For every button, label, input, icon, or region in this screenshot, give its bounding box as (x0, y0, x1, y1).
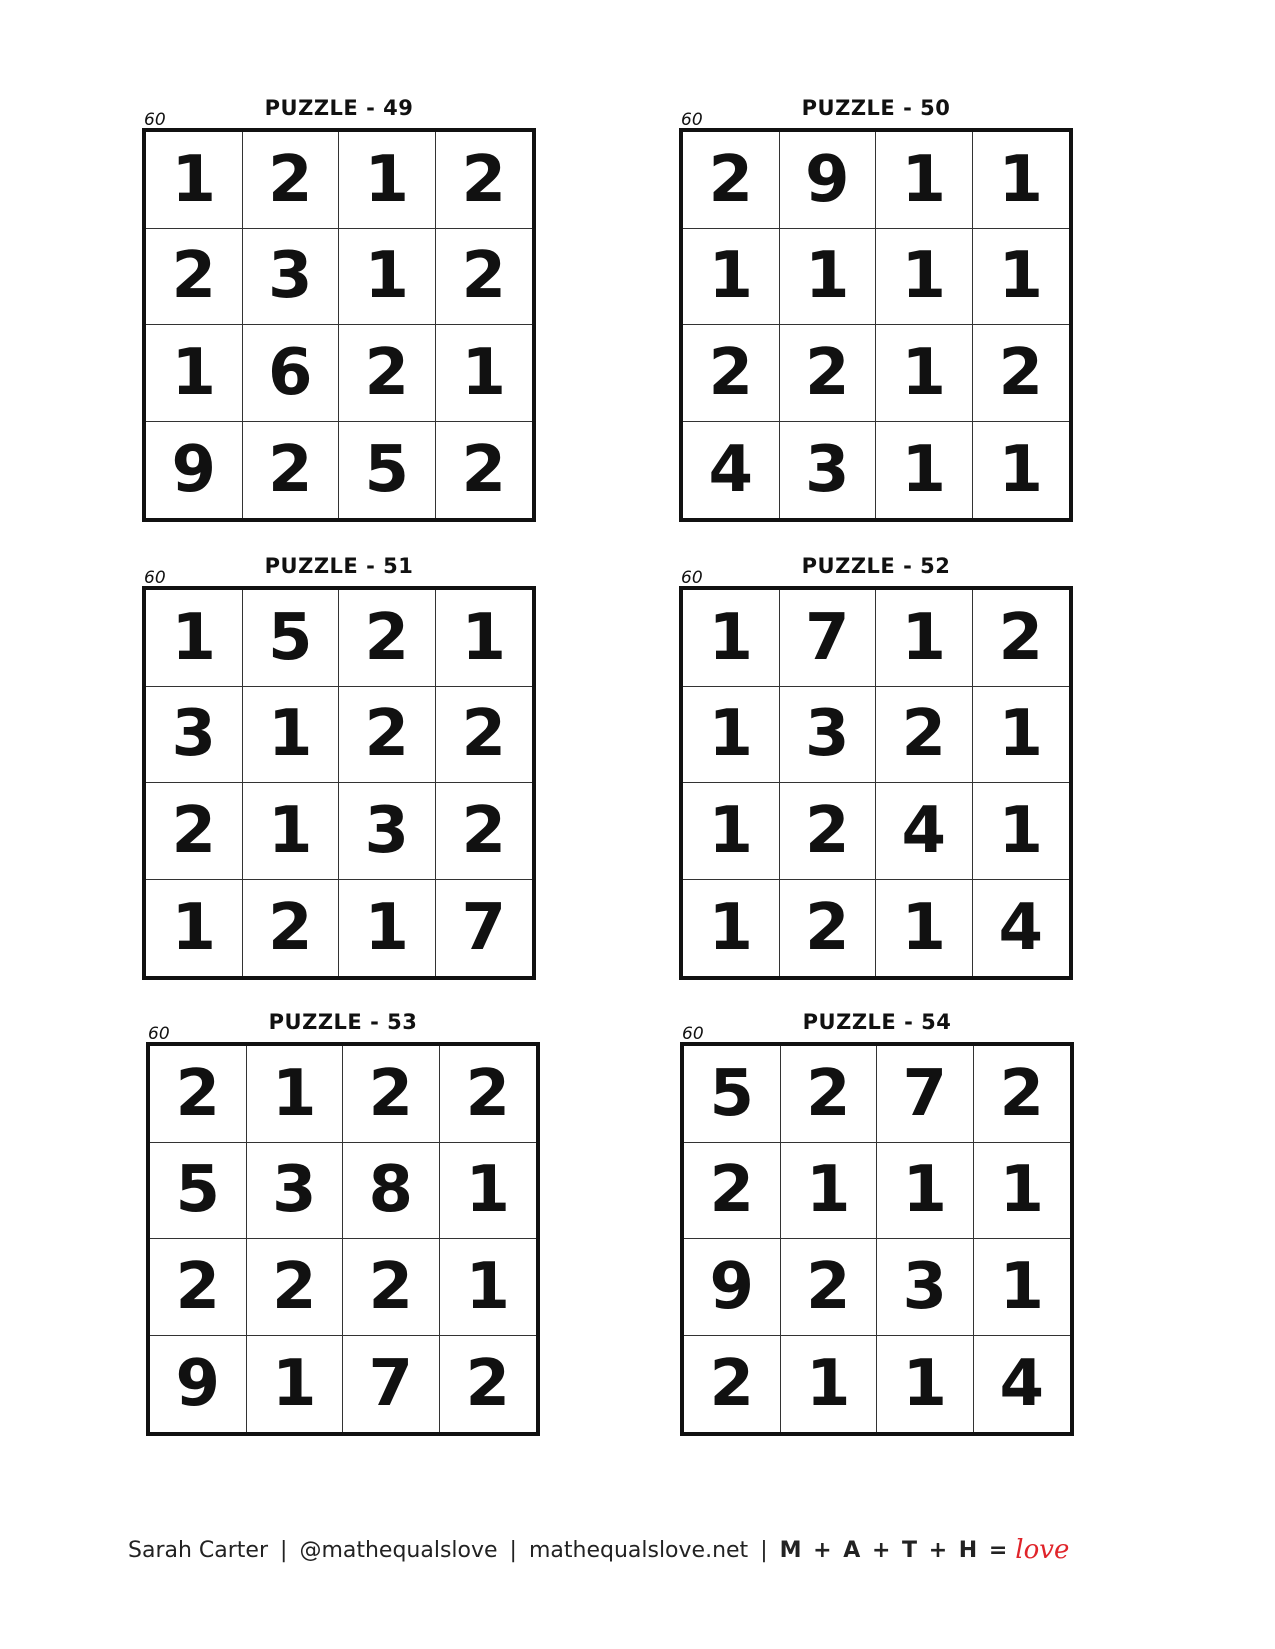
grid-cell: 1 (973, 783, 1070, 880)
grid-cell: 2 (343, 1239, 440, 1336)
grid-cell: 2 (973, 325, 1070, 422)
grid-cell: 9 (780, 132, 877, 229)
grid-cell: 2 (146, 783, 243, 880)
grid-cell: 1 (339, 880, 436, 977)
grid-cell: 5 (684, 1046, 781, 1143)
grid-cell: 1 (876, 325, 973, 422)
grid-cell: 7 (877, 1046, 974, 1143)
grid-cell: 9 (146, 422, 243, 519)
grid-cell: 2 (436, 783, 533, 880)
grid-cell: 2 (150, 1239, 247, 1336)
puzzle-grid (146, 1042, 540, 1436)
grid-cell: 2 (876, 687, 973, 784)
grid-cell: 2 (243, 132, 340, 229)
puzzle-target: 60 (144, 110, 166, 130)
grid-cell: 1 (780, 229, 877, 326)
grid-cell: 6 (243, 325, 340, 422)
puzzle-target: 60 (681, 110, 703, 130)
grid-cell: 3 (146, 687, 243, 784)
puzzle-target: 60 (144, 568, 166, 588)
grid-cell: 1 (683, 880, 780, 977)
grid-cell: 2 (465, 1346, 511, 1421)
grid-cell: 4 (876, 783, 973, 880)
grid-cell: 2 (247, 1239, 344, 1336)
grid-cell: 1 (339, 132, 436, 229)
puzzle-title: PUZZLE - 54 (802, 1010, 952, 1034)
grid-cell: 1 (440, 1239, 537, 1336)
grid-cell: 1 (243, 687, 340, 784)
grid-cell: 2 (436, 229, 533, 326)
grid-cell: 2 (243, 422, 340, 519)
grid-cell: 1 (683, 229, 780, 326)
grid-cell: 2 (781, 1046, 878, 1143)
grid-cell: 1 (877, 1336, 974, 1433)
math-logo-love: love (1015, 1535, 1070, 1565)
grid-cell: 5 (243, 590, 340, 687)
grid-cell: 2 (780, 783, 877, 880)
grid-cell: 1 (877, 1143, 974, 1240)
grid-cell: 2 (683, 325, 780, 422)
puzzle-title: PUZZLE - 52 (801, 554, 951, 578)
grid-cell: 1 (973, 229, 1070, 326)
grid-cell: 1 (247, 1046, 344, 1143)
grid-cell: 7 (343, 1336, 440, 1433)
footer-separator: | (760, 1537, 768, 1563)
puzzle-title: PUZZLE - 49 (264, 96, 414, 120)
grid-cell: 9 (150, 1336, 247, 1433)
grid-cell: 7 (780, 590, 877, 687)
grid-cell: 1 (146, 880, 243, 977)
grid-cell: 1 (973, 132, 1070, 229)
grid-cell: 2 (974, 1046, 1071, 1143)
grid-cell: 2 (146, 229, 243, 326)
puzzle-grid (679, 586, 1073, 980)
grid-cell: 2 (780, 325, 877, 422)
puzzle-grid (679, 128, 1073, 522)
grid-cell: 2 (440, 1046, 537, 1143)
puzzle-target: 60 (148, 1024, 170, 1044)
grid-cell: 5 (339, 422, 436, 519)
puzzle-grid (680, 1042, 1074, 1436)
grid-cell: 2 (436, 687, 533, 784)
grid-cell: 2 (243, 880, 340, 977)
grid-cell: 2 (461, 432, 507, 507)
puzzle-title: PUZZLE - 50 (801, 96, 951, 120)
grid-cell: 1 (243, 783, 340, 880)
footer-site: mathequalslove.net (528, 1537, 749, 1563)
grid-cell: 1 (247, 1336, 344, 1433)
grid-cell: 1 (974, 1239, 1071, 1336)
grid-cell: 1 (146, 590, 243, 687)
grid-cell: 1 (683, 687, 780, 784)
grid-cell: 1 (440, 1143, 537, 1240)
puzzle-target: 60 (681, 568, 703, 588)
grid-cell: 7 (461, 890, 507, 965)
grid-cell: 1 (781, 1143, 878, 1240)
grid-cell: 4 (683, 422, 780, 519)
footer-separator: | (280, 1537, 288, 1563)
grid-cell: 3 (780, 687, 877, 784)
grid-cell: 2 (684, 1336, 781, 1433)
grid-cell: 2 (339, 687, 436, 784)
grid-cell: 3 (339, 783, 436, 880)
grid-cell: 3 (877, 1239, 974, 1336)
grid-cell: 1 (998, 432, 1044, 507)
grid-cell: 1 (876, 590, 973, 687)
grid-cell: 1 (683, 590, 780, 687)
grid-cell: 9 (684, 1239, 781, 1336)
grid-cell: 5 (150, 1143, 247, 1240)
grid-cell: 1 (339, 229, 436, 326)
footer-handle: @mathequalslove (299, 1537, 498, 1563)
grid-cell: 2 (150, 1046, 247, 1143)
footer-separator: | (509, 1537, 517, 1563)
grid-cell: 4 (998, 890, 1044, 965)
grid-cell: 2 (973, 590, 1070, 687)
grid-cell: 1 (876, 229, 973, 326)
puzzle-title: PUZZLE - 51 (264, 554, 414, 578)
grid-cell: 2 (339, 325, 436, 422)
puzzle-grid (142, 586, 536, 980)
grid-cell: 3 (247, 1143, 344, 1240)
grid-cell: 1 (436, 590, 533, 687)
grid-cell: 1 (146, 325, 243, 422)
puzzle-grid (142, 128, 536, 522)
grid-cell: 2 (339, 590, 436, 687)
grid-cell: 8 (343, 1143, 440, 1240)
footer-author: Sarah Carter (128, 1537, 269, 1563)
footer (128, 1530, 1158, 1570)
grid-cell: 1 (683, 783, 780, 880)
grid-cell: 3 (780, 422, 877, 519)
math-logo: M + A + T + H = (779, 1537, 1010, 1563)
grid-cell: 1 (974, 1143, 1071, 1240)
grid-cell: 3 (243, 229, 340, 326)
grid-cell: 2 (780, 880, 877, 977)
grid-cell: 2 (781, 1239, 878, 1336)
puzzle-target: 60 (682, 1024, 704, 1044)
grid-cell: 4 (999, 1346, 1045, 1421)
grid-cell: 2 (684, 1143, 781, 1240)
grid-cell: 1 (146, 132, 243, 229)
grid-cell: 1 (876, 880, 973, 977)
grid-cell: 1 (781, 1336, 878, 1433)
grid-cell: 2 (436, 132, 533, 229)
grid-cell: 1 (876, 132, 973, 229)
grid-cell: 1 (876, 422, 973, 519)
grid-cell: 1 (436, 325, 533, 422)
grid-cell: 1 (973, 687, 1070, 784)
puzzle-title: PUZZLE - 53 (268, 1010, 418, 1034)
grid-cell: 2 (683, 132, 780, 229)
grid-cell: 2 (343, 1046, 440, 1143)
